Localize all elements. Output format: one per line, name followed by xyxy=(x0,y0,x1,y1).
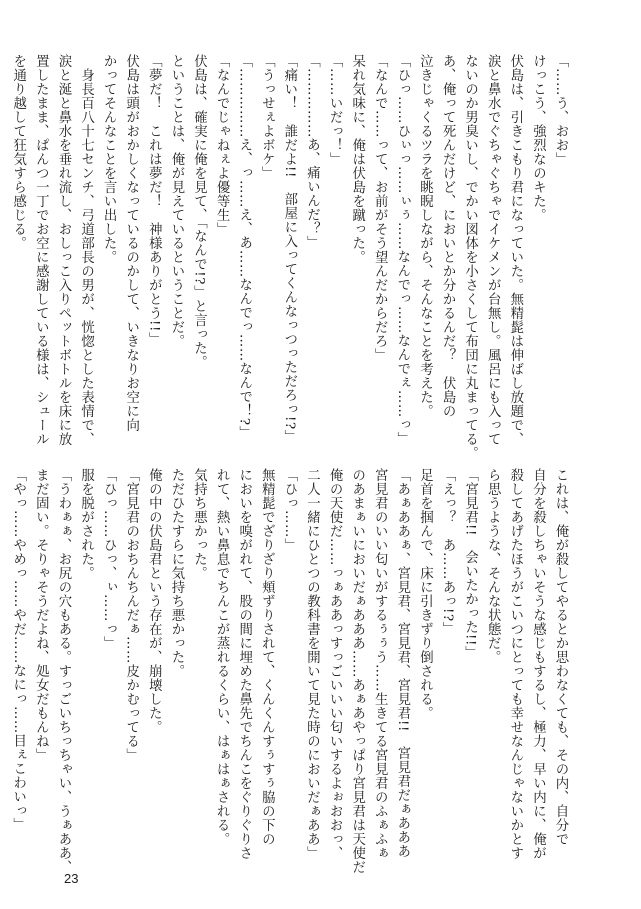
text-line: ただひたすらに気持ち悪かった。 xyxy=(168,468,184,678)
text-line: 服を脱がされた。 xyxy=(78,468,94,580)
text-line: 自分を殺しちゃいそうな感じもするし、極力、早い内に、俺が xyxy=(530,468,546,860)
text-line: 「うわぁぁ、お尻の穴もある。すっごいちっちゃい、うぁああ、 xyxy=(55,468,71,874)
text-line: 伏島は、確実に俺を見て、「なんで!?」と言った。 xyxy=(191,54,207,370)
text-line: 「なんで……って、お前がそう望んだからだろ」 xyxy=(372,54,388,362)
upper-text-block xyxy=(10,54,571,460)
text-line: 「痛い！ 誰だよ!! 部屋に入ってくんなっつっただろっ!?」 xyxy=(281,54,297,444)
text-line: 呆れ気味に、俺は伏島を蹴った。 xyxy=(349,54,365,264)
text-line: かってそんなことを言い出した。 xyxy=(101,54,117,264)
text-line: これは、俺が殺してやるとか思わなくても、その内、自分で xyxy=(553,468,568,846)
text-line: けっこう、強烈なのキた。 xyxy=(530,54,546,222)
text-line: 宮見君のいい匂いがするぅぅう……生きてる宮見君のふぁふぁ xyxy=(372,468,388,860)
text-line: 気持ち悪かった。 xyxy=(191,468,207,580)
text-line: 殺してあげたほうがこいつにとっても幸せなんじゃないかとす xyxy=(507,468,523,860)
text-line: 「夢だ！ これは夢だ！ 神様ありがとう!!」 xyxy=(146,54,162,346)
text-line: 「やっ……やめっ……やだ……なにっ……目ぇこわいっ」 xyxy=(10,468,26,832)
text-line: を通り越して狂気すら感じる。 xyxy=(10,54,26,250)
text-line: においを嗅がれて、股の間に埋めた鼻先でちんこをぐりぐりさ xyxy=(236,468,252,860)
text-line: 二人一緒にひとつの教科書を開いて見た時のにおいだぁああ」 xyxy=(304,468,320,860)
text-line: まだ固い。そりゃそうだよね、処女だもんね」 xyxy=(33,468,49,762)
text-line: 「ひっ……ひぃっ……ぃぅ……なんでっ……なんでぇ……っ」 xyxy=(394,54,410,446)
text-line: 無精髭でざりざり頬ずりされて、くんくんすぅすぅ脇の下の xyxy=(259,468,275,846)
page-number: 23 xyxy=(64,871,79,886)
text-line: 身長百八十七センチ、弓道部長の男が、恍惚とした表情で、 xyxy=(78,54,94,446)
text-line: 足首を掴んで、床に引きずり倒される。 xyxy=(417,468,433,720)
text-line: 「宮見君!! 会いたかった!!」 xyxy=(462,468,478,660)
text-line: 「うっせぇよボケ」 xyxy=(259,54,275,180)
lower-text-block xyxy=(10,468,571,874)
text-line: 俺の天使だ……っぁああっすっごいいい匂いするよぉおおっ、 xyxy=(327,468,343,860)
text-line: 涙と鼻水でぐちゃぐちゃでイケメンが台無し。風呂にも入って xyxy=(485,54,501,446)
text-line: 伏島は、引きこもり君になっていた。無精髭は伸ばし放題で、 xyxy=(507,54,523,446)
text-line: 「ひっ……」 xyxy=(281,468,297,552)
text-line: のあまぁいにおいだぁあああ……あぁあやっぱり宮見君は天使だ xyxy=(349,468,365,874)
text-line: あ、俺って死んだけど、においとか分かるんだ？ 伏島の xyxy=(440,54,456,418)
text-line: 俺の中の伏島君という存在が、崩壊した。 xyxy=(146,468,162,734)
text-line: 伏島は頭がおかしくなっているのかして、いきなりお空に向 xyxy=(123,54,139,432)
text-line: 「宮見君のおちんちんだぁ……皮かむってる」 xyxy=(123,468,139,762)
text-line: 「……いだっ！」 xyxy=(327,54,343,166)
text-line: 「えっ？ あ……あっ!?」 xyxy=(440,468,456,636)
text-line: 「……う、おお」 xyxy=(553,54,568,166)
text-line: れて、熱い鼻息でちんこが蒸れるくらい、はぁはぁされる。 xyxy=(214,468,230,846)
text-line: ということは、俺が見えているということだ。 xyxy=(168,54,184,348)
text-line: 置したまま、ぱんつ一丁でお空に感謝している様は、シュール xyxy=(33,54,49,446)
text-line: 「……………え、っ……え、あ……なんでっ……なんで！?」 xyxy=(236,54,252,440)
text-line: 涙と涎と鼻水を垂れ流し、おしっこ入りペットボトルを床に放 xyxy=(55,54,71,446)
text-line: ら思うような、そんな状態だ。 xyxy=(485,468,501,664)
text-line: 「……………あ、痛いんだ？」 xyxy=(304,54,320,250)
text-line: 泣きじゃくるツラを眺睨しながら、そんなことを考えた。 xyxy=(417,54,433,418)
text-line: 「ひっ……ひっ、ぃ……っ」 xyxy=(101,468,117,650)
text-line: ないのか男臭いし、でかい図体を小さくして布団に丸まってる。 xyxy=(462,54,478,460)
text-line: 「あぁああぁ、宮見君、宮見君、宮見君!! 宮見君だぁあああ xyxy=(394,468,410,858)
text-line: 「なんでじゃねぇよ優等生」 xyxy=(214,54,230,236)
